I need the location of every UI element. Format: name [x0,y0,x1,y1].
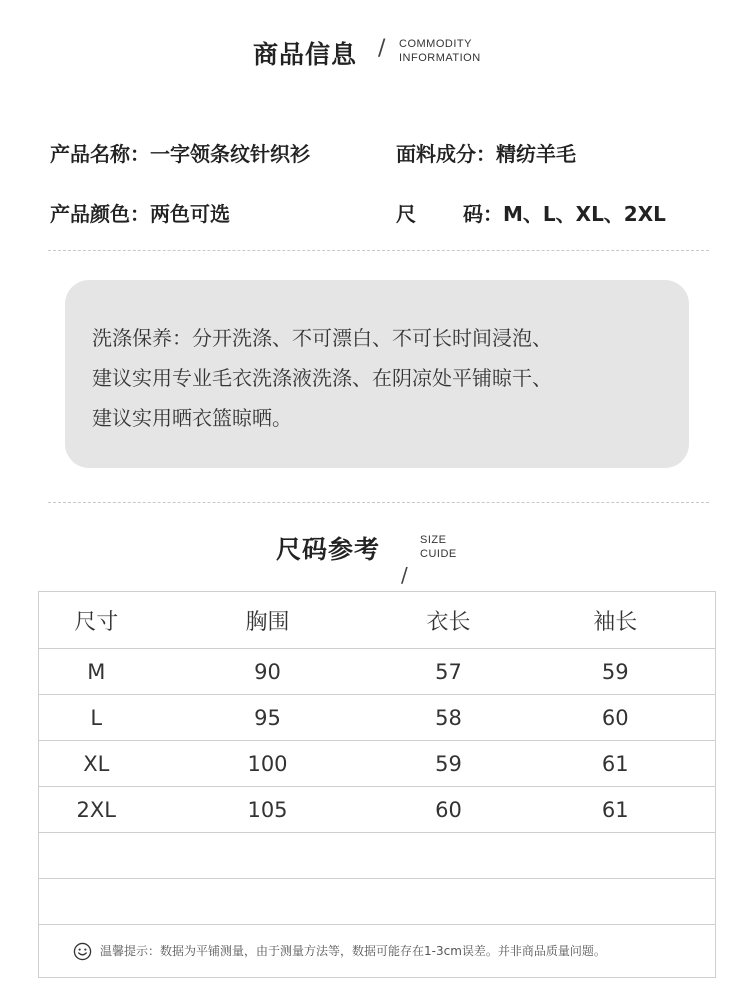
size-table [38,591,716,978]
title-slash: / [401,563,408,587]
table-row-empty [39,879,716,925]
section-title-size: 尺码参考 [276,535,381,564]
table-row-empty [39,833,716,879]
smiley-icon [73,942,92,961]
table-cell: 90 [154,649,382,695]
title-en-line1: COMMODITY [399,38,472,50]
table-cell: M [39,649,154,695]
divider-dashed [48,250,709,251]
title-en-line2: CUIDE [420,548,457,560]
empty-cell [39,879,716,925]
header-cell: 胸围 [154,592,382,649]
care-instructions [92,318,552,438]
title-en-size [420,533,457,561]
title-en-commodity [399,37,481,65]
size-label-char: 尺 [396,202,416,226]
table-cell: XL [39,741,154,787]
product-size [396,198,666,227]
fabric-composition [396,138,576,167]
size-value: M、L、XL、2XL [503,202,666,226]
table-cell: 57 [382,649,516,695]
table-cell: 59 [516,649,716,695]
care-line: 建议实用晒衣篮晾晒。 [92,406,292,430]
table-note-row [39,925,716,978]
table-row [39,695,716,741]
color-value: 两色可选 [150,202,230,226]
empty-cell [39,833,716,879]
header-cell: 衣长 [382,592,516,649]
title-en-line2: INFORMATION [399,52,481,64]
table-cell: 61 [516,787,716,833]
fabric-value: 精纺羊毛 [496,142,576,166]
title-slash: / [378,36,386,61]
header-cell: 袖长 [516,592,716,649]
table-row [39,787,716,833]
product-name [50,138,310,167]
table-cell: 100 [154,741,382,787]
note-text: 温馨提示：数据为平铺测量，由于测量方法等，数据可能存在1-3cm误差。并非商品质量问题。 [100,943,606,958]
fabric-label: 面料成分： [396,142,496,166]
care-line: 建议实用专业毛衣洗涤液洗涤、在阴凉处平铺晾干、 [92,366,552,390]
table-cell: 58 [382,695,516,741]
table-cell: 60 [516,695,716,741]
title-en-line1: SIZE [420,534,447,546]
table-header-row [39,592,716,649]
care-line: 洗涤保养：分开洗涤、不可漂白、不可长时间浸泡、 [92,326,552,350]
table-row [39,649,716,695]
product-name-value: 一字领条纹针织衫 [150,142,310,166]
product-color [50,198,230,227]
table-cell: L [39,695,154,741]
product-name-label: 产品名称： [50,142,150,166]
table-cell: 2XL [39,787,154,833]
table-cell: 105 [154,787,382,833]
table-cell: 95 [154,695,382,741]
section-title-commodity: 商品信息 [253,40,358,69]
color-label: 产品颜色： [50,202,150,226]
header-cell: 尺寸 [39,592,154,649]
table-row [39,741,716,787]
table-cell: 59 [382,741,516,787]
divider-dashed [48,502,709,503]
size-label: 码： [463,202,503,226]
table-cell: 60 [382,787,516,833]
table-cell: 61 [516,741,716,787]
measurement-note [39,925,716,978]
